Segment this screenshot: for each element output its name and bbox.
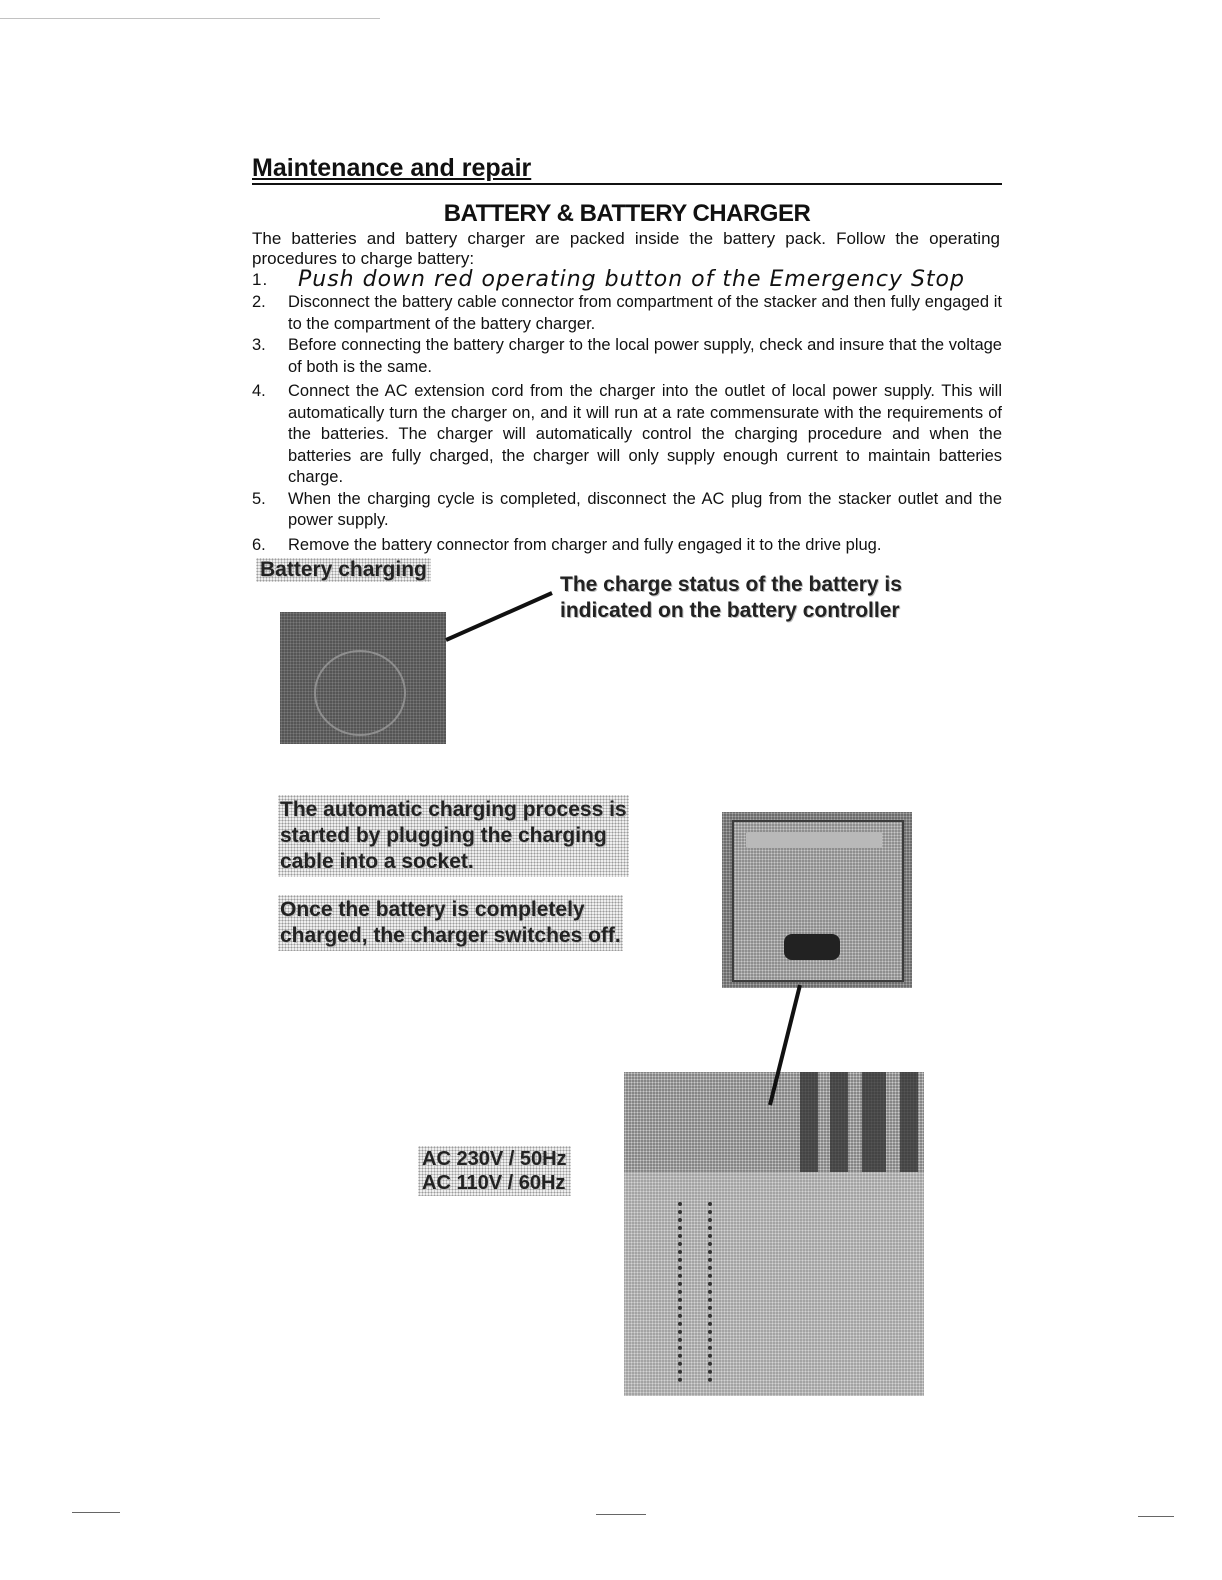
caption-line: AC 230V / 50Hz xyxy=(422,1148,567,1170)
step-3 xyxy=(252,335,1002,378)
step-text: When the charging cycle is completed, disconnect the AC plug from the stacker outlet and the power supply. xyxy=(288,489,1002,529)
scan-mark xyxy=(72,1512,120,1513)
photo-bar xyxy=(862,1072,886,1176)
step-5 xyxy=(252,489,1002,532)
charger-nameplate xyxy=(746,832,882,848)
controller-dial xyxy=(314,650,406,736)
step-text-handwritten: Push down red operating button of the Emergency Stop xyxy=(298,267,965,292)
ac-voltage-caption xyxy=(418,1146,571,1196)
scan-mark xyxy=(0,18,380,19)
photo-bar xyxy=(900,1072,918,1176)
caption-line: indicated on the battery controller xyxy=(560,599,900,622)
step-text: Disconnect the battery cable connector from compartment of the stacker and then fully engaged it to the compartment of the battery charger. xyxy=(288,293,1002,333)
battery-charging-label: Battery charging xyxy=(256,558,431,582)
photo-bar xyxy=(830,1072,848,1176)
caption-line: started by plugging the charging xyxy=(280,824,607,847)
battery-charger-photo xyxy=(722,812,912,988)
step-number: 6. xyxy=(252,535,266,554)
step-6 xyxy=(252,535,1002,557)
step-number: 2. xyxy=(252,293,266,311)
step-4 xyxy=(252,381,1002,489)
step-1 xyxy=(252,268,1002,292)
coiled-cable xyxy=(678,1202,712,1382)
procedure-steps xyxy=(252,268,1002,556)
intro-paragraph: The batteries and battery charger are packed inside the battery pack. Follow the operating procedures to charge battery: xyxy=(252,229,1000,268)
scan-mark xyxy=(1138,1516,1174,1517)
step-text: Before connecting the battery charger to the local power supply, check and insure that the voltage of both is the same. xyxy=(288,336,1002,376)
caption-line: The charge status of the battery is xyxy=(560,573,902,596)
charge-status-caption xyxy=(560,572,902,624)
section-title: BATTERY & BATTERY CHARGER xyxy=(443,200,811,227)
caption-line: The automatic charging process is xyxy=(280,798,627,821)
charger-switch-off-caption xyxy=(278,895,623,951)
caption-line: cable into a socket. xyxy=(280,850,474,873)
step-text: Remove the battery connector from charger and fully engaged it to the drive plug. xyxy=(288,535,882,554)
step-number: 4. xyxy=(252,382,266,400)
step-2 xyxy=(252,292,1002,335)
stacker-socket-photo xyxy=(624,1072,924,1396)
battery-controller-photo xyxy=(280,612,446,744)
caption-line: Once the battery is completely xyxy=(280,898,585,921)
caption-line: charged, the charger switches off. xyxy=(280,924,621,947)
step-number: 3. xyxy=(252,336,266,354)
automatic-charging-caption xyxy=(278,795,629,877)
step-number: 5. xyxy=(252,489,266,508)
controller-pointer-line xyxy=(446,593,552,640)
photo-bar xyxy=(800,1072,818,1176)
charger-socket xyxy=(784,934,840,960)
caption-line: AC 110V / 60Hz xyxy=(422,1172,566,1194)
step-text: Connect the AC extension cord from the charger into the outlet of local power supply. This will automatically turn the charger on, and it will run at a rate commensurate with the requirements of the batteries. The charger will automatically control the charging procedure and when the batteries are fully charged, the charger will only supply enough current to maintain batteries charge. xyxy=(288,382,1002,486)
stacker-body xyxy=(624,1172,924,1396)
scan-mark xyxy=(596,1514,646,1515)
page-title: Maintenance and repair xyxy=(252,153,1002,185)
step-number: 1. xyxy=(252,270,269,289)
